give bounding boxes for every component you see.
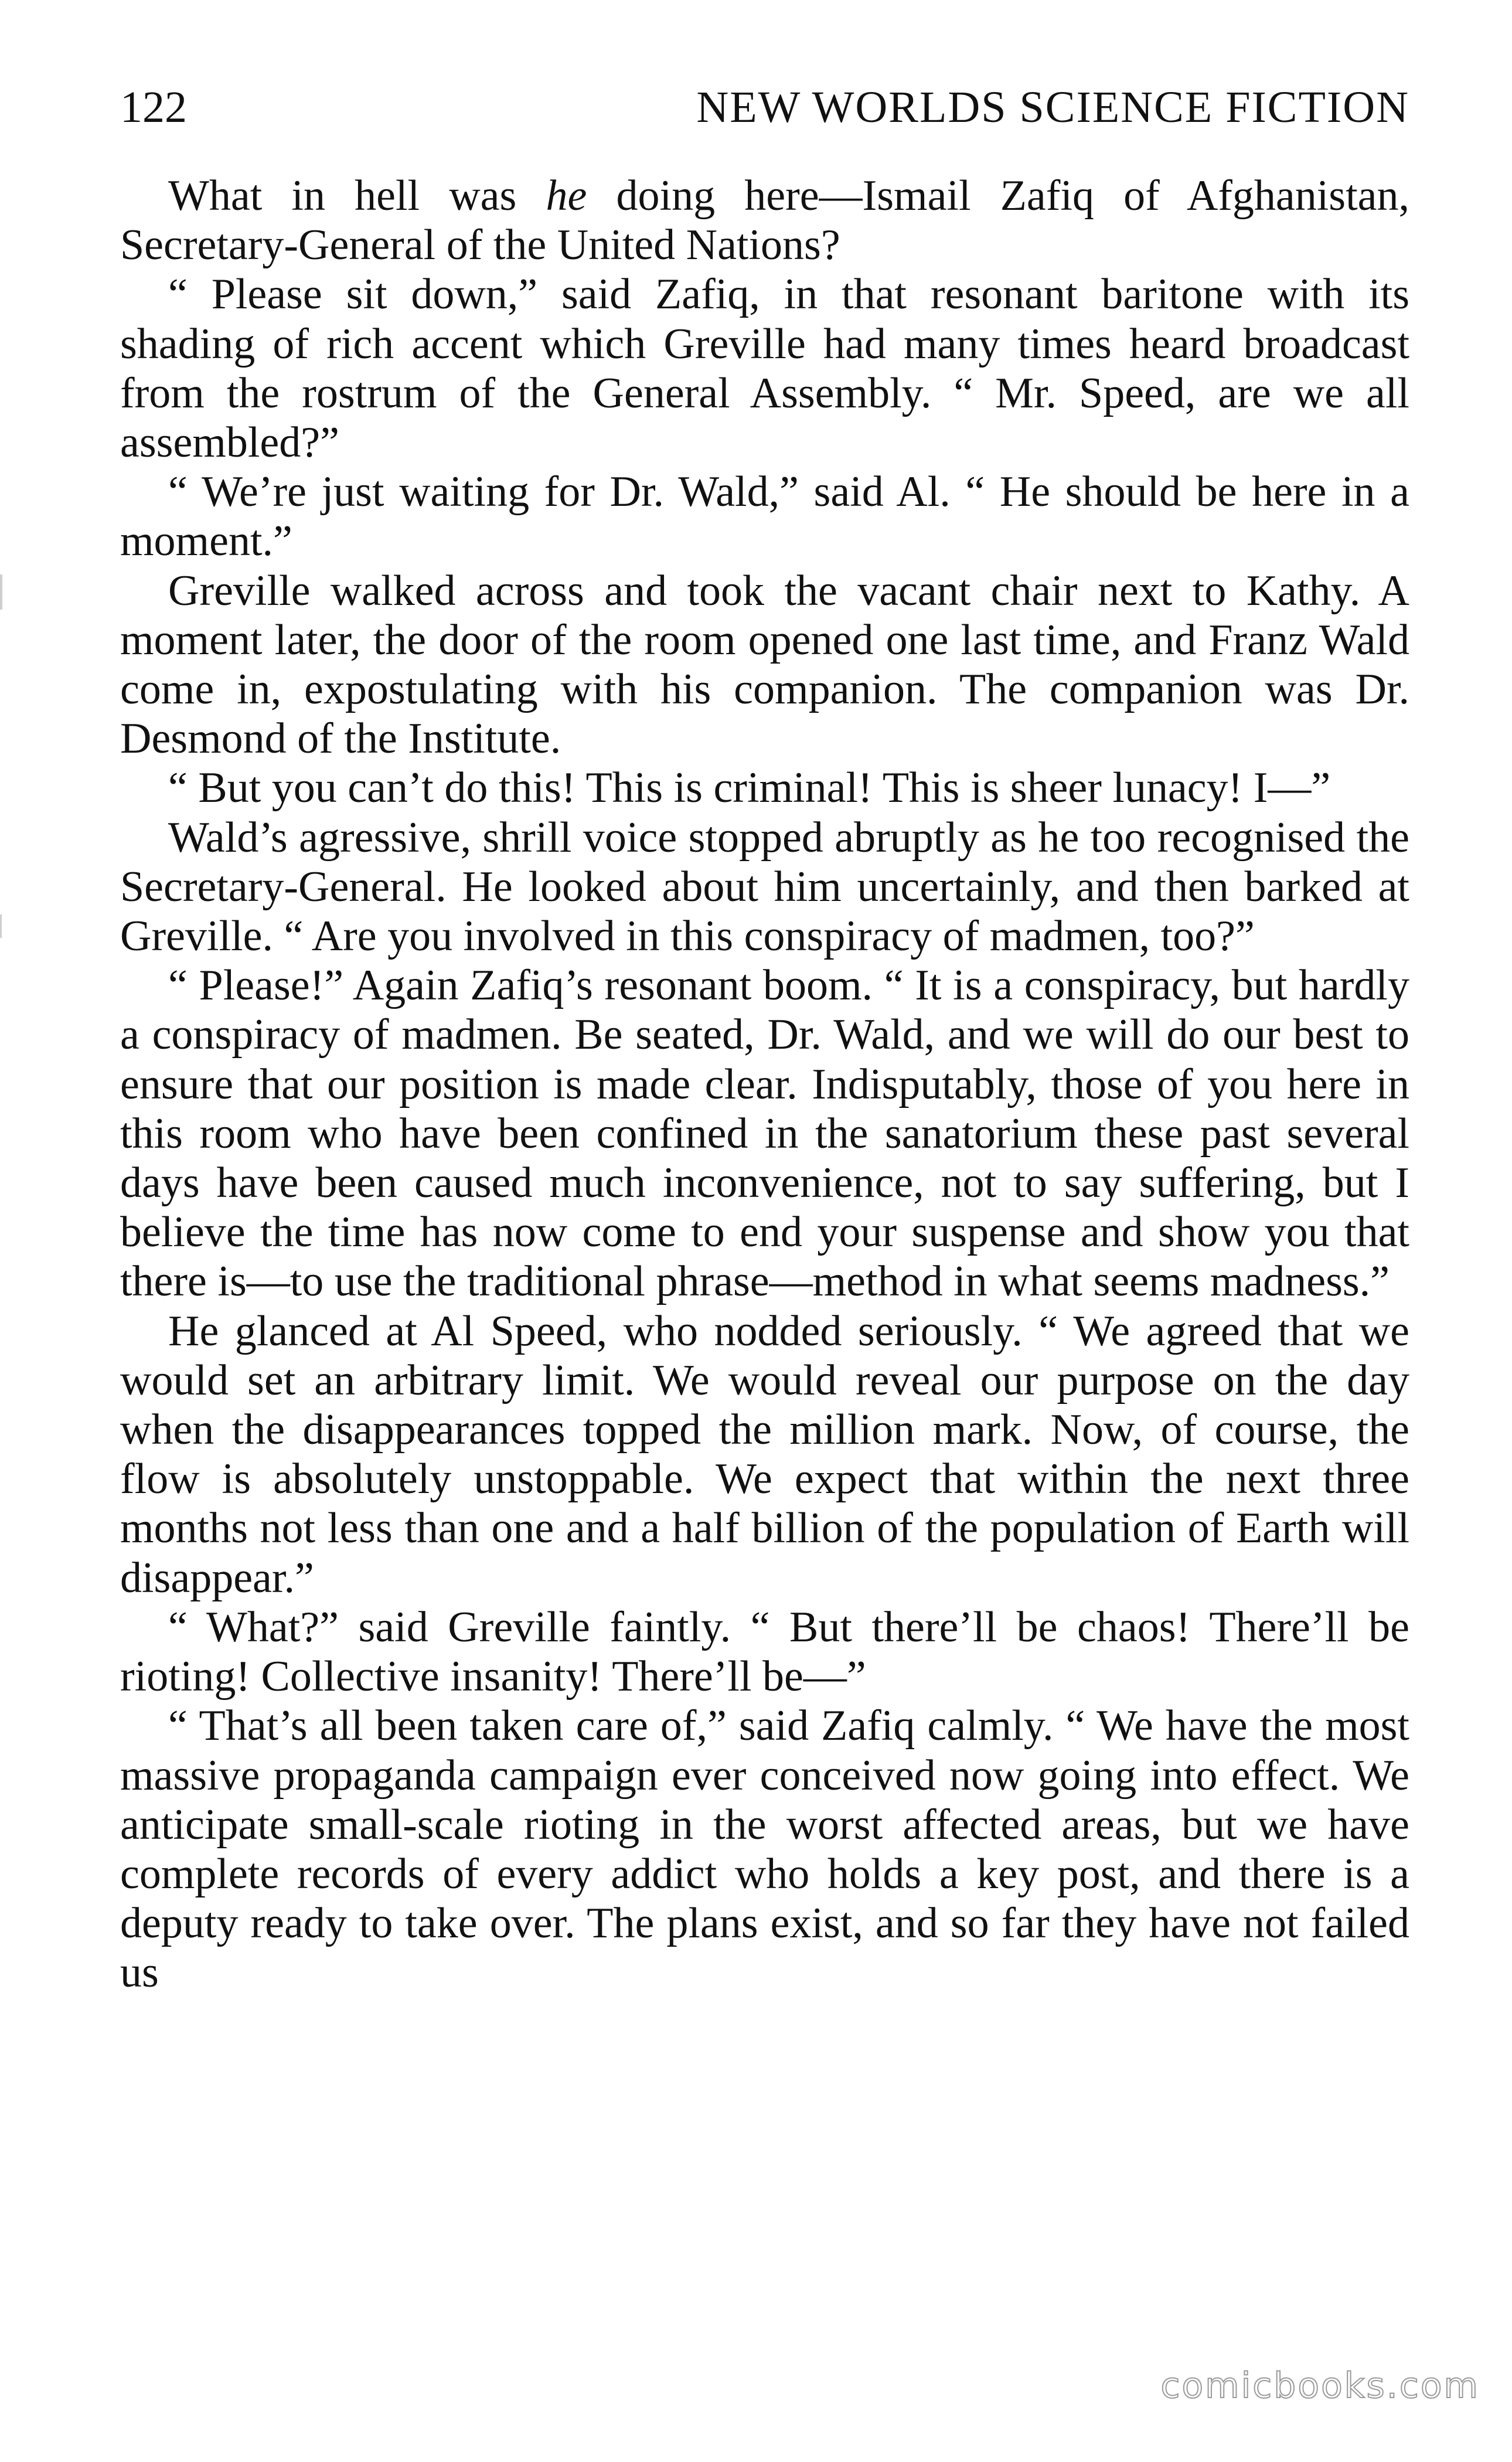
paragraph: “ Please sit down,” said Zafiq, in that resonant baritone with its shading of rich accent which Greville had many times heard broadcast from the rostrum of the General Assembly. “ Mr. Speed, are we all assembled?” [120, 270, 1409, 467]
paragraph: “ But you can’t do this! This is criminal! This is sheer lunacy! I—” [168, 764, 1331, 812]
watermark-logo: comicbooks.com [1160, 2365, 1480, 2406]
scan-edge-mark [0, 914, 2, 938]
paragraph: He glanced at Al Speed, who nodded seriously. “ We agreed that we would set an arbitrary limit. We would reveal our purpose on the day when the disappearances topped the million mark. Now, of course, the flow is absolutely unstoppable. We expect that within the next three months not less than one and a half billion of the population of Earth will disappear.” [120, 1307, 1409, 1602]
paragraph: Wald’s agressive, shrill voice stopped abruptly as he too recognised the Secretary-General. He looked about him uncertainly, and then barked at Greville. “ Are you involved in this conspiracy of madmen, too?” [120, 813, 1409, 961]
paragraph: “ What?” said Greville faintly. “ But there’ll be chaos! There’ll be rioting! Collective insanity! There’ll be—” [120, 1603, 1409, 1701]
scan-edge-mark [0, 574, 2, 610]
paragraph: “ That’s all been taken care of,” said Zafiq calmly. “ We have the most massive propaganda campaign ever conceived now going into effect. We anticipate small-scale rioting in the worst affected areas, but we have complete records of every addict who holds a key post, and there is a deputy ready to take over. The plans exist, and so far they have not failed us [120, 1702, 1409, 1997]
body-text [120, 171, 1409, 1998]
paragraph: Greville walked across and took the vacant chair next to Kathy. A moment later, the door of the room opened one last time, and Franz Wald come in, expostulating with his companion. The companion was Dr. Desmond of the Institute. [120, 566, 1409, 763]
paragraph: What in hell was he doing here—Ismail Zafiq of Afghanistan, Secretary-General of the United Nations? [120, 172, 1410, 270]
emphasis: he [546, 172, 587, 220]
paragraph: “ We’re just waiting for Dr. Wald,” said Al. “ He should be here in a moment.” [120, 468, 1409, 566]
page-header [120, 82, 1409, 141]
page-number: 122 [120, 83, 187, 132]
running-head: NEW WORLDS SCIENCE FICTION [696, 83, 1409, 132]
paragraph: “ Please!” Again Zafiq’s resonant boom. “ It is a conspiracy, but hardly a conspiracy of madmen. Be seated, Dr. Wald, and we will do our best to ensure that our position is made clear. Indisputably, those of you here in this room who have been confined in the sanatorium these past several days have been caused much inconvenience, not to say suffering, but I believe the time has now come to end your suspense and show you that there is—to use the traditional phrase—method in what seems madness.” [120, 961, 1409, 1306]
